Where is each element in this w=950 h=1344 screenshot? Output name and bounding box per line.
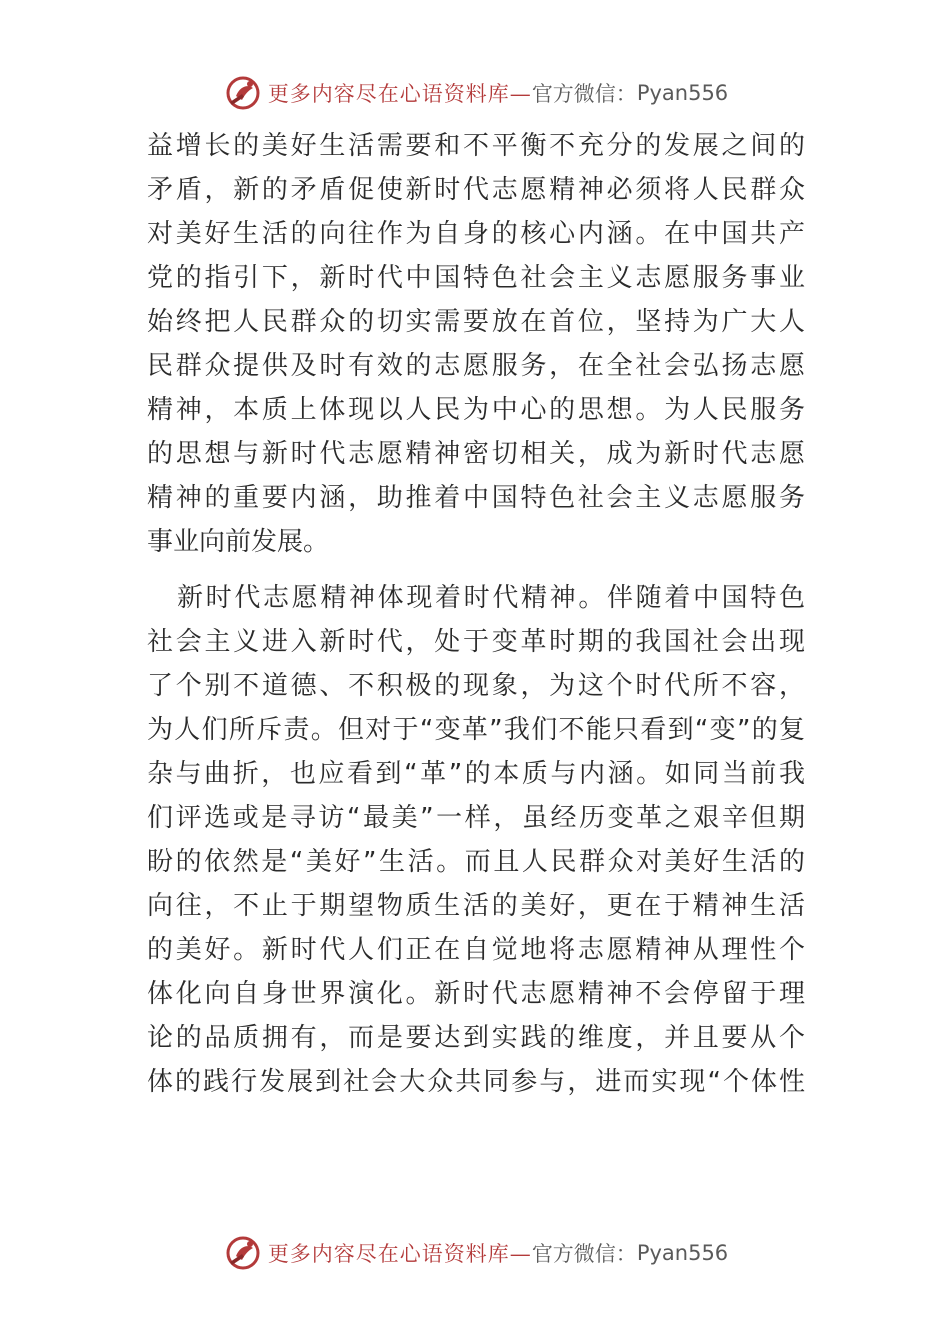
text-line: 的美好。新时代人们正在自觉地将志愿精神从理性个 — [147, 935, 805, 965]
footer-promo-text: 更多内容尽在心语资料库— — [267, 1242, 532, 1266]
header-banner — [0, 68, 950, 118]
text-line: 党的指引下，新时代中国特色社会主义志愿服务事业 — [147, 263, 805, 293]
header-wechat-label: 官方微信： — [531, 82, 637, 106]
text-line: 的思想与新时代志愿精神密切相关，成为新时代志愿 — [147, 439, 805, 469]
text-line: 论的品质拥有，而是要达到实践的维度，并且要从个 — [147, 1023, 805, 1053]
paragraph-1 — [147, 124, 805, 564]
text-line: 们评选或是寻访“最美”一样，虽经历变革之艰辛但期 — [147, 803, 805, 833]
text-line: 事业向前发展。 — [147, 527, 330, 557]
text-line: 精神的重要内涵，助推着中国特色社会主义志愿服务 — [147, 483, 805, 513]
text-line: 民群众提供及时有效的志愿服务，在全社会弘扬志愿 — [147, 351, 805, 381]
text-line: 杂与曲折，也应看到“革”的本质与内涵。如同当前我 — [147, 759, 805, 789]
text-line: 向往，不止于期望物质生活的美好，更在于精神生活 — [147, 891, 805, 921]
footer-wechat-handle: Pyan556 — [636, 1241, 729, 1265]
text-line: 体的践行发展到社会大众共同参与，进而实现“个体性 — [147, 1067, 805, 1097]
text-line: 始终把人民群众的切实需要放在首位，坚持为广大人 — [147, 307, 805, 337]
logo-icon — [222, 72, 264, 114]
text-line: 了个别不道德、不积极的现象，为这个时代所不容， — [147, 671, 805, 701]
footer-wechat-label: 官方微信： — [531, 1242, 637, 1266]
text-line: 为人们所斥责。但对于“变革”我们不能只看到“变”的复 — [147, 715, 805, 745]
text-line: 体化向自身世界演化。新时代志愿精神不会停留于理 — [147, 979, 805, 1009]
logo-icon — [222, 1232, 264, 1274]
text-line: 益增长的美好生活需要和不平衡不充分的发展之间的 — [147, 131, 805, 161]
text-line: 盼的依然是“美好”生活。而且人民群众对美好生活的 — [147, 847, 805, 877]
text-line: 矛盾，新的矛盾促使新时代志愿精神必须将人民群众 — [147, 175, 805, 205]
text-line: 新时代志愿精神体现着时代精神。伴随着中国特色 — [177, 583, 805, 613]
paragraph-gap — [147, 564, 805, 576]
text-line: 精神，本质上体现以人民为中心的思想。为人民服务 — [147, 395, 805, 425]
header-promo-text: 更多内容尽在心语资料库— — [267, 82, 532, 106]
text-line: 社会主义进入新时代，处于变革时期的我国社会出现 — [147, 627, 805, 657]
paragraph-2 — [147, 576, 805, 1104]
document-body — [147, 124, 805, 1104]
text-line: 对美好生活的向往作为自身的核心内涵。在中国共产 — [147, 219, 805, 249]
footer-banner — [0, 1228, 950, 1278]
header-wechat-handle: Pyan556 — [636, 81, 729, 105]
